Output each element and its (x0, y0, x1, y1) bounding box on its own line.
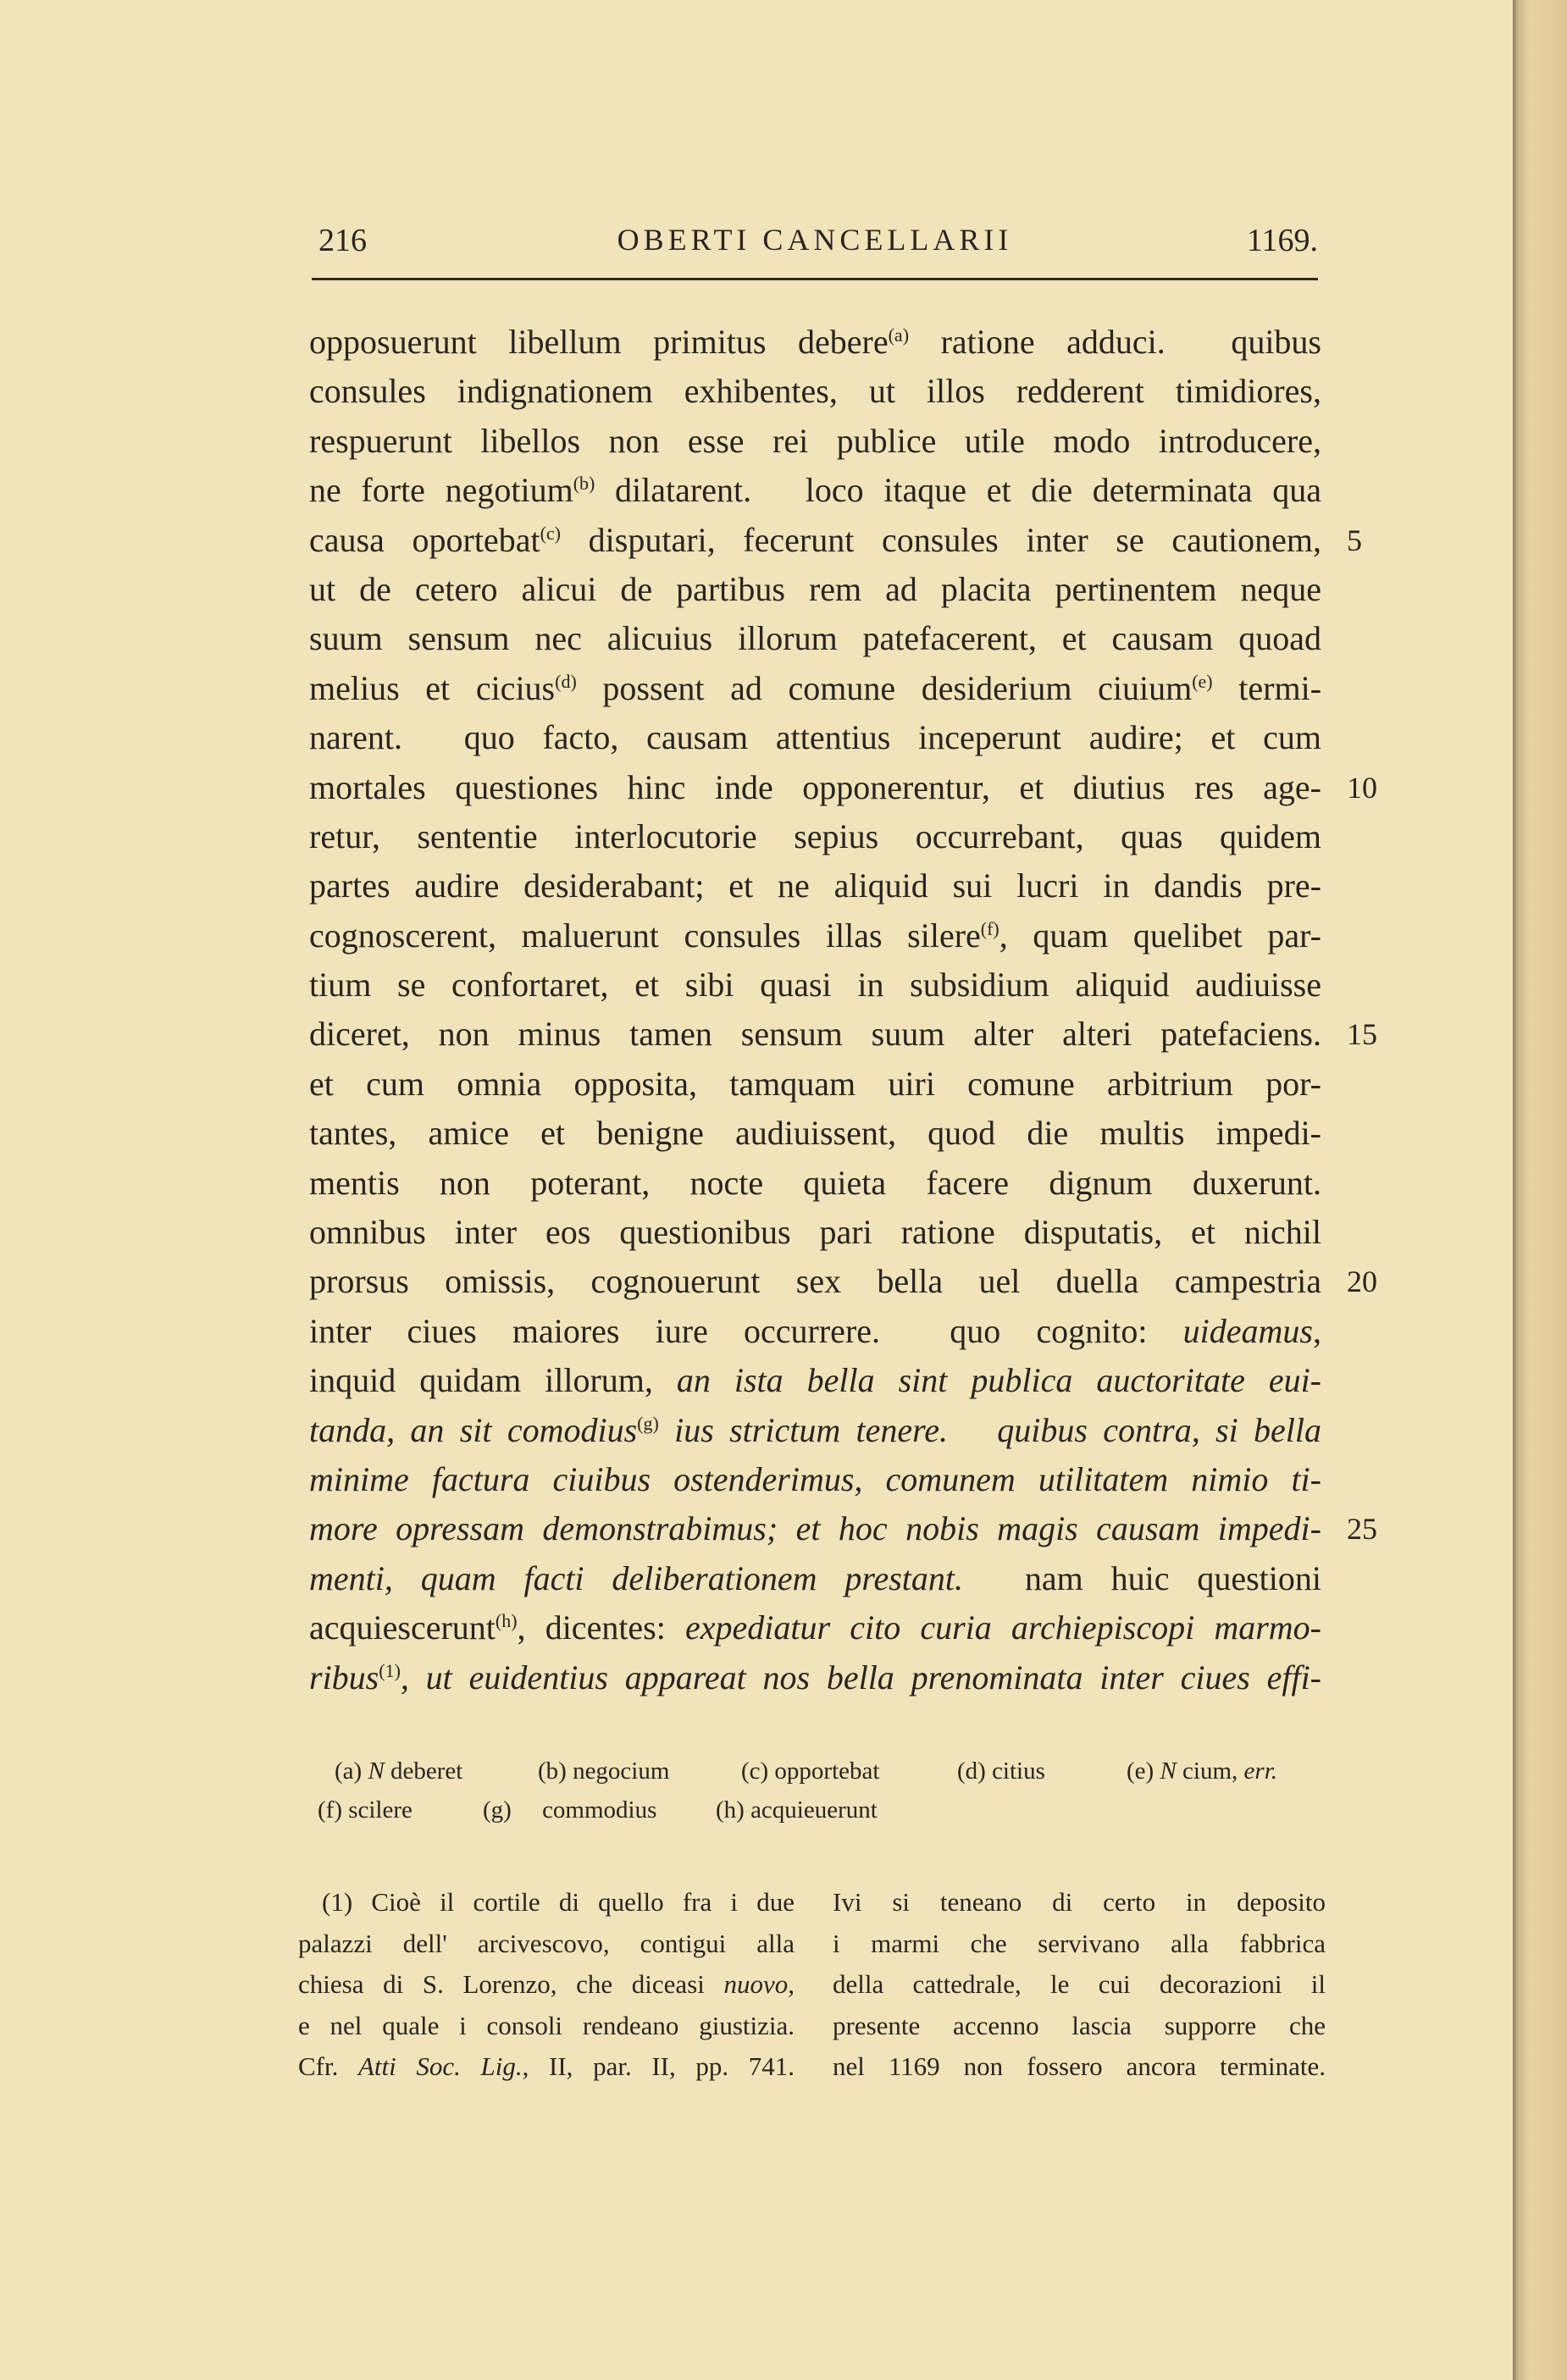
variant-reading (335, 1752, 462, 1791)
text-segment: ne forte negotium (309, 471, 573, 510)
footnote-marker: (a) (888, 324, 910, 346)
text-line (309, 466, 1321, 515)
text-segment: respuerunt libellos non esse rei publice utile modo introducere, (309, 421, 1321, 460)
text-segment: an ista bella sint publica auctoritate eui- (676, 1361, 1322, 1400)
footnote-line (833, 1923, 1326, 1965)
text-line (309, 1208, 1321, 1257)
text-segment: acquiescerunt (309, 1608, 496, 1647)
text-line (309, 1653, 1321, 1702)
footnote-line (298, 1923, 795, 1965)
variant-row (335, 1752, 1326, 1791)
footnote-left-column (298, 1882, 795, 2088)
line-number: 10 (1347, 770, 1377, 805)
text-segment: nuovo, (723, 1969, 795, 1999)
text-line (309, 1307, 1321, 1356)
text-segment: nel 1169 non fossero ancora terminate. (833, 2051, 1326, 2081)
text-segment: disputari, fecerunt consules inter se cautionem, (560, 520, 1321, 559)
text-segment: ratione adduci. quibus (909, 323, 1321, 361)
text-line (309, 1504, 1377, 1553)
line-number: 15 (1347, 1017, 1377, 1052)
text-segment: (f) scilere (318, 1796, 413, 1824)
footnote-marker: (d) (555, 670, 577, 692)
text-line (309, 417, 1321, 466)
text-segment: palazzi dell' arcivescovo, contigui alla (298, 1928, 795, 1958)
variant-reading (957, 1752, 1045, 1791)
running-header (312, 222, 1318, 264)
variant-reading (538, 1752, 669, 1791)
text-segment: expediatur cito curia archiepiscopi marmo- (685, 1608, 1321, 1647)
text-segment: opposuerunt libellum primitus debere (309, 323, 889, 361)
text-segment: Ivi si teneano di certo in deposito (833, 1887, 1326, 1917)
text-line (309, 565, 1321, 614)
text-segment: , quam quelibet par- (999, 916, 1321, 955)
variant-reading (483, 1791, 656, 1829)
page-number: 216 (318, 223, 367, 258)
text-segment: tium se confortaret, et sibi quasi in subsidium aliquid audiuisse (309, 966, 1321, 1005)
variant-reading (716, 1791, 878, 1829)
footnote-marker: (1) (379, 1659, 401, 1681)
text-segment: mentis non poterant, nocte quieta facere dignum duxerunt. (309, 1163, 1321, 1202)
text-line (309, 1356, 1321, 1405)
text-line (309, 1603, 1321, 1652)
text-segment: dilatarent. loco itaque et die determinata qua (595, 471, 1321, 510)
footnote-marker: (c) (540, 522, 561, 544)
text-segment: della cattedrale, le cui decorazioni il (833, 1969, 1326, 1999)
footnote-line (298, 2006, 795, 2047)
text-segment: uideamus (1182, 1311, 1313, 1350)
footnote-line (833, 2006, 1326, 2047)
text-segment: i marmi che servivano alla fabbrica (833, 1928, 1326, 1958)
text-segment: inter ciues maiores iure occurrere. quo cognito: (309, 1311, 1183, 1350)
text-segment: more opressam demonstrabimus; et hoc nobis magis causam impedi- (309, 1509, 1321, 1548)
text-segment: cium, (1176, 1757, 1244, 1785)
footnote-line (833, 1882, 1326, 1923)
text-segment: (g) commodius (483, 1796, 657, 1824)
text-line (309, 367, 1321, 416)
text-segment: consules indignationem exhibentes, ut illos redderent timidiores, (309, 372, 1321, 411)
text-line (309, 1010, 1377, 1059)
text-line (309, 1406, 1321, 1455)
text-segment: narent. quo facto, causam attentius inceperunt audire; et cum (309, 718, 1321, 757)
text-segment: cognoscerent, maluerunt consules illas silere (309, 916, 981, 955)
text-segment: diceret, non minus tamen sensum suum alter alteri patefaciens. (309, 1015, 1321, 1054)
text-line (309, 1554, 1321, 1603)
page-edge (1513, 0, 1567, 2380)
text-line (309, 516, 1362, 565)
text-segment: tanda, an sit comodius (309, 1410, 638, 1449)
text-segment: err. (1243, 1757, 1278, 1785)
variant-reading (1127, 1752, 1277, 1791)
text-segment: suum sensum nec alicuius illorum patefacerent, et causam quoad (309, 619, 1321, 658)
variant-reading (741, 1752, 879, 1791)
text-segment: ribus (309, 1658, 379, 1696)
text-segment: termi- (1212, 668, 1322, 707)
text-segment: deberet (384, 1757, 463, 1785)
text-segment: chiesa di S. Lorenzo, che diceasi (298, 1969, 724, 1999)
footnote-marker: (g) (637, 1412, 659, 1434)
text-segment: , dicentes: (517, 1608, 686, 1647)
text-segment: nam huic questioni (963, 1558, 1321, 1597)
footnote-line (833, 2046, 1326, 2088)
text-segment: (d) citius (957, 1757, 1045, 1785)
text-segment: (b) negocium (538, 1757, 670, 1785)
text-segment: presente accenno lascia supporre che (833, 2010, 1326, 2040)
text-segment: (e) (1127, 1757, 1160, 1785)
text-segment: , ut euidentius appareat nos bella prenominata inter ciues effi- (400, 1658, 1321, 1696)
text-line (309, 960, 1321, 1010)
text-segment: minime factura ciuibus ostenderimus, comunem utilitatem nimio ti- (309, 1459, 1321, 1498)
footnote-line (833, 1964, 1326, 2006)
text-segment: menti, quam facti deliberationem prestant. (309, 1558, 964, 1597)
text-segment: inquid quidam illorum, (309, 1361, 677, 1400)
text-line (309, 614, 1321, 663)
text-segment: causa oportebat (309, 520, 540, 559)
text-segment: , (1313, 1311, 1321, 1350)
footnote-line (298, 1882, 795, 1923)
running-title: OBERTI CANCELLARII (617, 223, 1013, 257)
text-segment: melius et cicius (309, 668, 556, 707)
text-segment: ius strictum tenere. quibus contra, si bella (658, 1410, 1321, 1449)
text-line (309, 1455, 1321, 1504)
variant-reading (318, 1791, 413, 1829)
text-segment: mortales questiones hinc inde opponerentur, et diutius res age- (309, 767, 1321, 806)
footnote-right-column (833, 1882, 1326, 2088)
text-line (309, 713, 1321, 762)
text-line (309, 318, 1321, 367)
footnote-line (298, 1964, 795, 2006)
text-segment: omnibus inter eos questionibus pari ratione disputatis, et nichil (309, 1213, 1321, 1252)
text-segment: retur, sententie interlocutorie sepius occurrebant, quas quidem (309, 816, 1321, 855)
text-segment: e nel quale i consoli rendeano giustizia. (298, 2010, 795, 2040)
line-number: 5 (1347, 523, 1362, 557)
text-line (309, 911, 1321, 960)
text-segment: N (1160, 1757, 1177, 1785)
text-segment: Atti Soc. Lig. (358, 2051, 523, 2081)
text-segment: N (368, 1757, 385, 1785)
footnote-marker: (b) (573, 473, 595, 495)
text-segment: (h) acquieuerunt (716, 1796, 878, 1824)
text-segment: possent ad comune desiderium ciuium (576, 668, 1193, 707)
main-text (309, 318, 1377, 1702)
variant-readings (318, 1752, 1326, 1829)
text-segment: Cfr. (298, 2051, 358, 2081)
text-segment: , II, par. II, pp. 741. (522, 2051, 795, 2081)
line-number: 20 (1347, 1265, 1377, 1299)
text-line (309, 1159, 1321, 1208)
line-number: 25 (1347, 1512, 1377, 1547)
text-segment: partes audire desiderabant; et ne aliquid sui lucri in dandis pre- (309, 866, 1321, 905)
header-rule (312, 278, 1318, 280)
variant-row (318, 1791, 1326, 1829)
text-line (309, 1060, 1321, 1109)
text-line (309, 664, 1321, 713)
footnote-marker: (f) (980, 917, 999, 939)
text-line (309, 763, 1377, 812)
header-year: 1169. (1246, 223, 1318, 258)
text-segment: ut de cetero alicui de partibus rem ad placita pertinentem neque (309, 569, 1321, 608)
text-line (309, 812, 1321, 861)
text-segment: et cum omnia opposita, tamquam uiri comune arbitrium por- (309, 1064, 1321, 1103)
footnote-line (298, 2046, 795, 2088)
footnote-marker: (e) (1192, 670, 1213, 692)
footnote-marker: (h) (495, 1610, 518, 1632)
text-line (309, 861, 1321, 910)
text-segment: prorsus omissis, cognouerunt sex bella uel duella campestria (309, 1262, 1321, 1301)
text-segment: (a) (335, 1757, 368, 1785)
text-line (309, 1257, 1377, 1306)
text-segment: (1) Cioè il cortile di quello fra i due (322, 1887, 795, 1917)
text-segment: (c) opportebat (741, 1757, 880, 1785)
text-segment: tantes, amice et benigne audiuissent, quod die multis impedi- (309, 1114, 1321, 1153)
text-line (309, 1109, 1321, 1158)
